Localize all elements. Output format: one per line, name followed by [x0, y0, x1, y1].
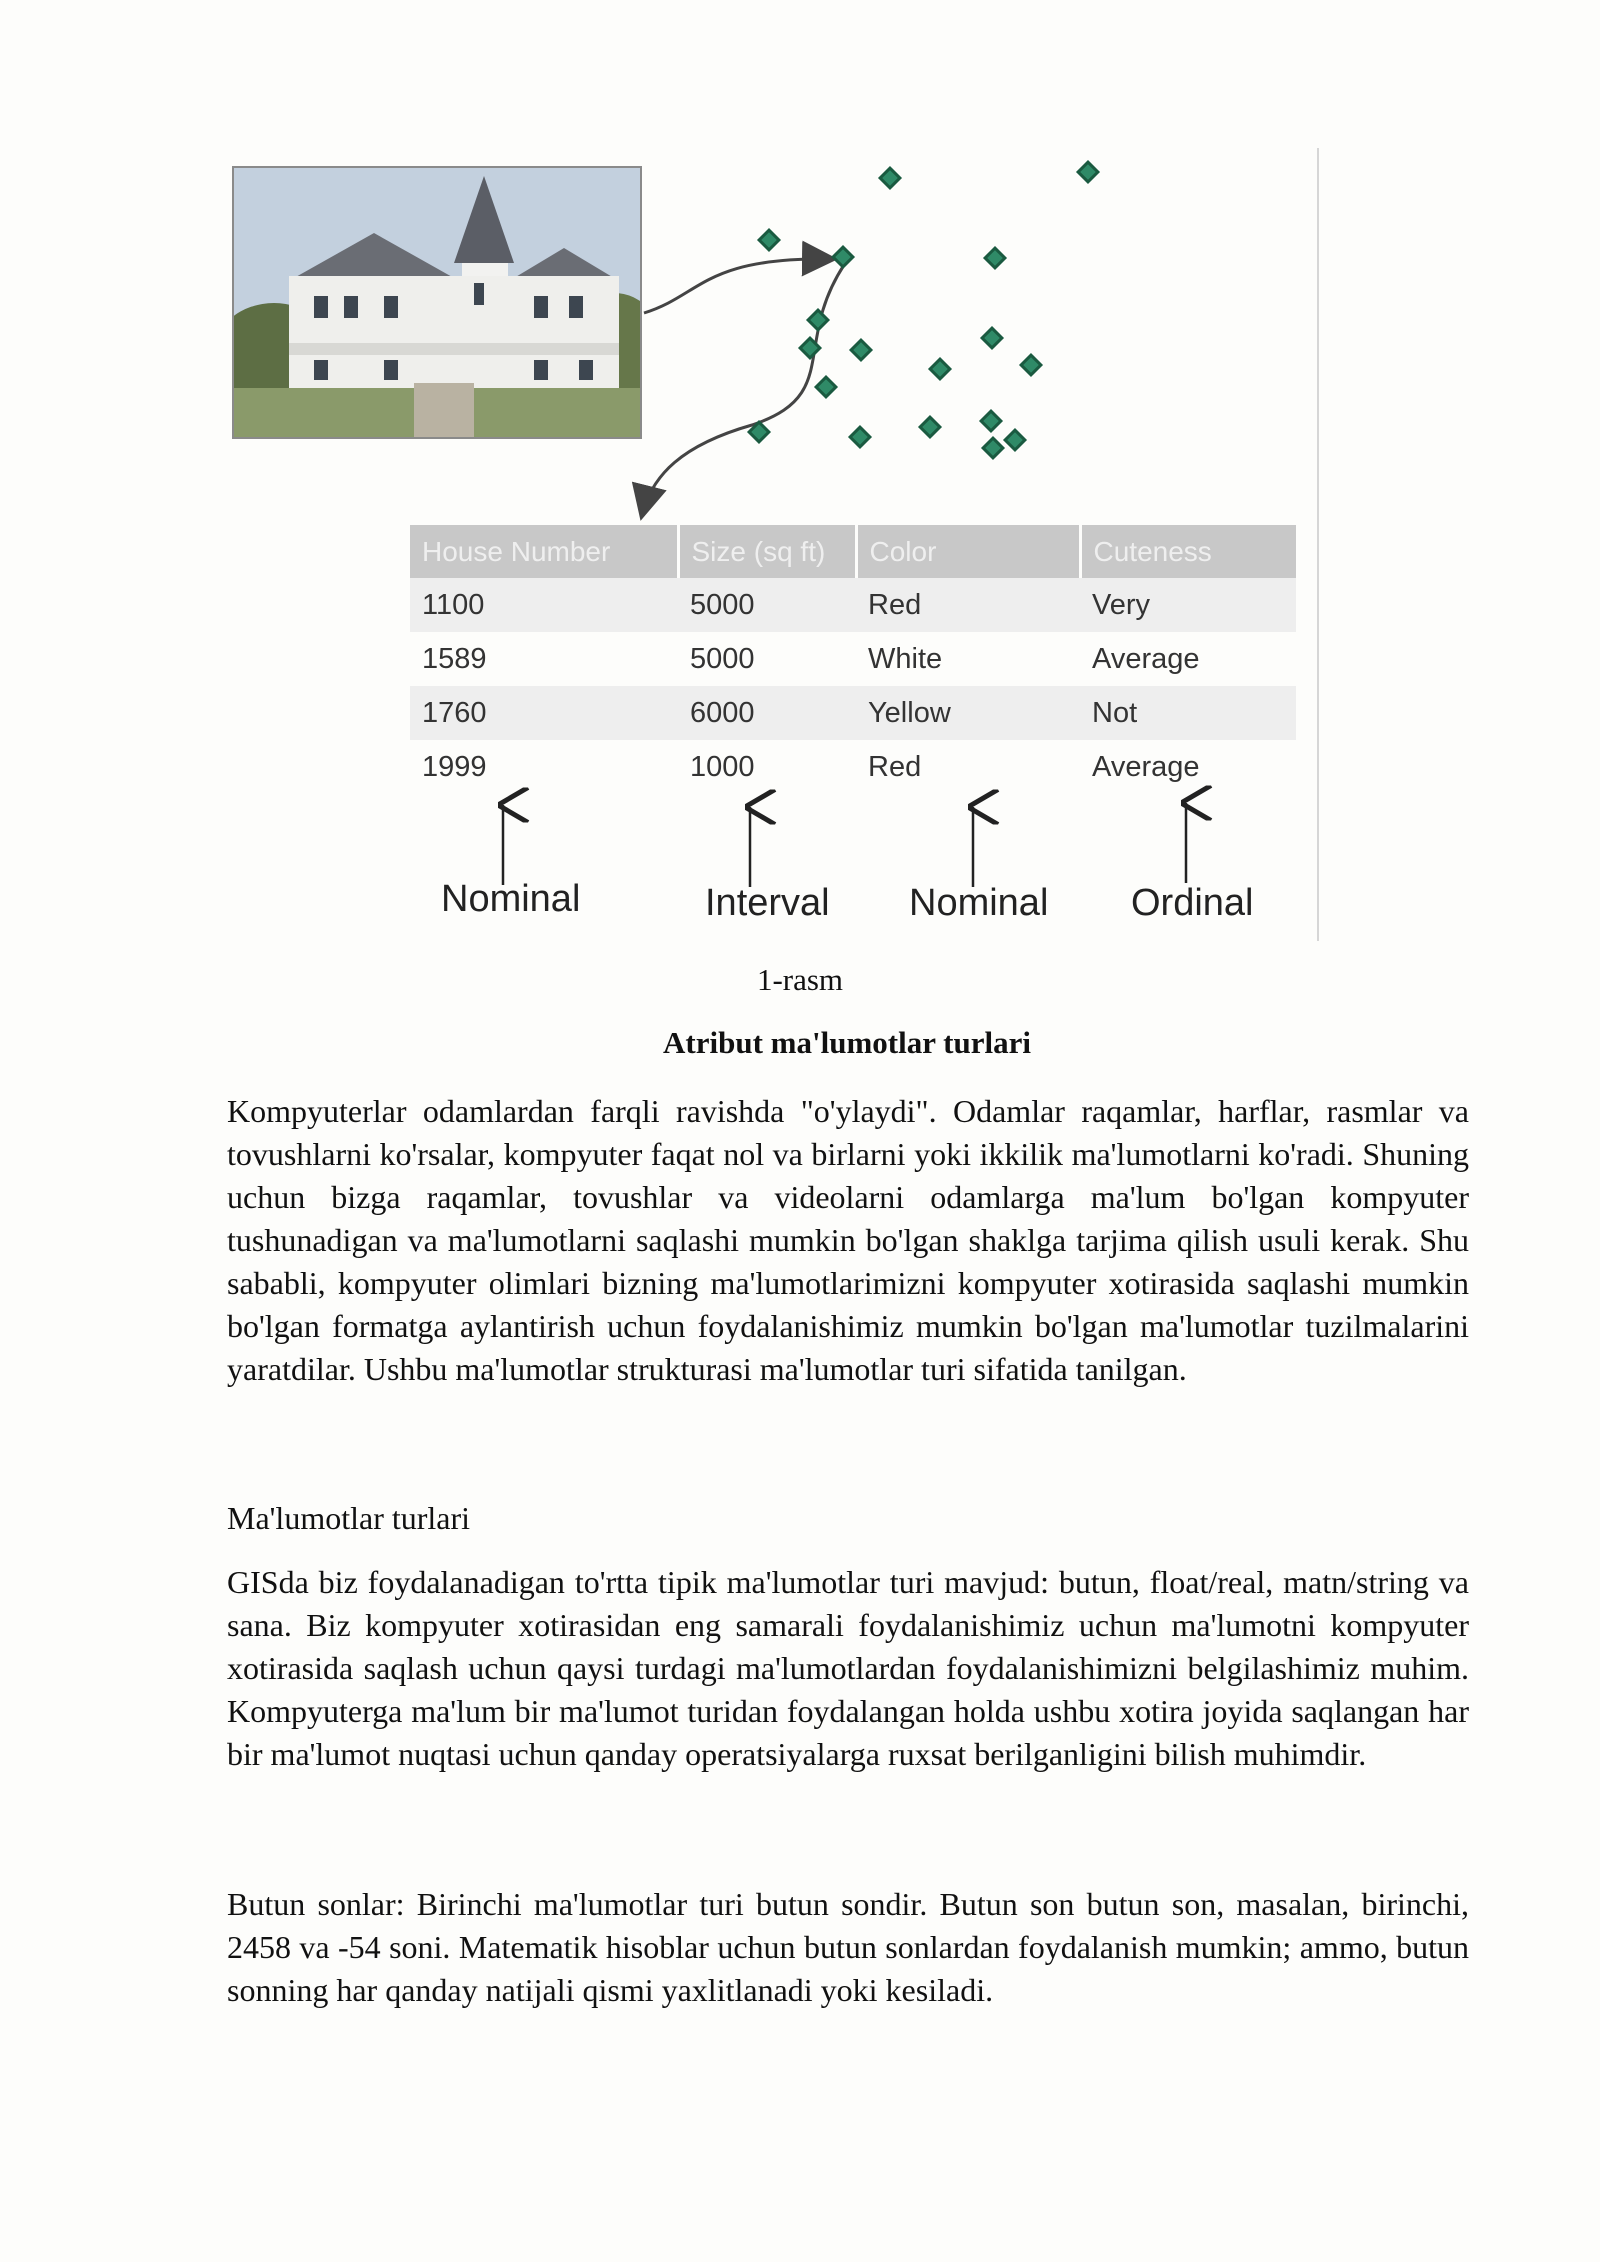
table-cell: 5000 [678, 578, 856, 632]
table-cell: 1999 [422, 750, 487, 783]
figure-caption: 1-rasm [756, 962, 844, 997]
table-cell: 1000 [690, 750, 755, 783]
table-cell: Red [868, 750, 922, 783]
table-cell: Very [1080, 578, 1296, 632]
paragraph-integers: Butun sonlar: Birinchi ma'lumotlar turi butun sondir. Butun son butun son, masalan, birinchi, 2458 va -54 soni. Matematik hisoblar uchun butun sonlardan foydalanish mumkin; ammo, butun sonning har qanday natijali qismi yaxlitlanadi yoki kesiladi. [227, 1886, 1469, 2008]
table-cell: White [868, 642, 943, 675]
scale-label-ordinal: Ordinal [1131, 882, 1254, 924]
scale-arrows [232, 145, 1324, 945]
table-cell: 1589 [422, 642, 487, 675]
header-color: Color [856, 525, 1080, 578]
table-cell: Not [1080, 686, 1296, 740]
table-cell: 5000 [690, 642, 755, 675]
table-cell: 1100 [410, 578, 678, 632]
table-cell: Yellow [856, 686, 1080, 740]
paragraph-gis-types: GISda biz foydalanadigan to'rtta tipik ma'lumotlar turi mavjud: butun, float/real, matn/string va sana. Biz kompyuter xotirasidan eng samarali foydalanishimiz uchun ma'lumotni kompyuter xotirasida saqlash uchun qaysi turdagi ma'lumotlardan foydalanishimizni belgilashimiz muhim. Kompyuterga ma'lum bir ma'lumot turidan foydalangan holda ushbu xotira joyida saqlangan har bir ma'lumot nuqtasi uchun qanday operatsiyalarga ruxsat berilganligini bilish muhimdir. [227, 1564, 1469, 1772]
table-cell: 6000 [678, 686, 856, 740]
table-cell: Average [1092, 642, 1200, 675]
table-cell: 1760 [410, 686, 678, 740]
section-heading: Atribut ma'lumotlar turlari [663, 1025, 1031, 1060]
scale-label-interval: Interval [705, 882, 830, 924]
subheading-data-types: Ma'lumotlar turlari [227, 1500, 471, 1536]
header-size: Size (sq ft) [678, 525, 856, 578]
header-cuteness: Cuteness [1080, 525, 1296, 578]
scale-label-nominal: Nominal [441, 878, 581, 920]
scale-label-nominal-2: Nominal [909, 882, 1049, 924]
paragraph-intro: Kompyuterlar odamlardan farqli ravishda "o'ylaydi". Odamlar raqamlar, harflar, rasmlar va tovushlarni ko'rsalar, kompyuter faqat nol va birlarni yoki ikkilik ma'lumotlarni ko'radi. Shuning uchun bizga raqamlar, tovushlar va videolarni odamlarga ma'lum bo'lgan kompyuter tushunadigan va ma'lumotlarni saqlashi mumkin bo'lgan shaklga tarjima qilish usuli kerak. Shu sababli, kompyuter olimlari bizning ma'lumotlarimizni kompyuter xotirasida saqlashi mumkin bo'lgan formatga aylantirish uchun foydalanishimiz mumkin bo'lgan ma'lumotlar tuzilmalarini yaratdilar. Ushbu ma'lumotlar strukturasi ma'lumotlar turi sifatida tanilgan. [227, 1093, 1469, 1387]
figure-1 [232, 145, 1324, 945]
table-cell: Red [856, 578, 1080, 632]
header-house-number: House Number [410, 525, 678, 578]
table-cell: Average [1092, 750, 1200, 783]
